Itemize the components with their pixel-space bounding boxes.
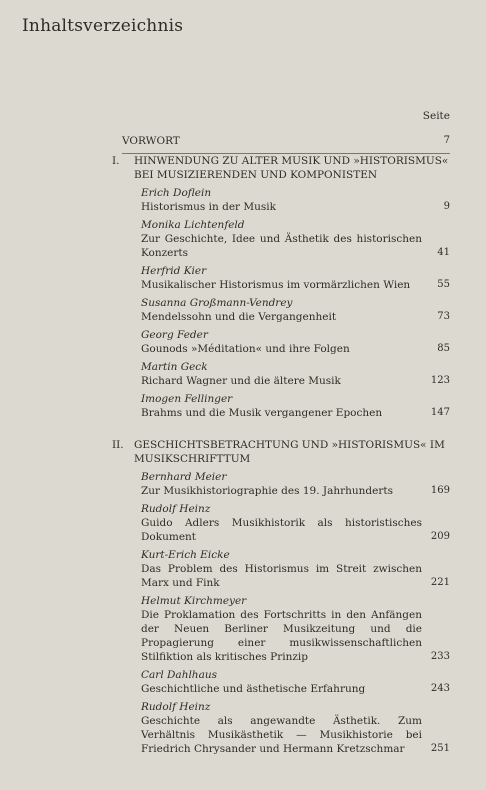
entry-author: Bernhard Meier [141,471,227,483]
entry-author: Carl Dahlhaus [141,669,217,681]
entry-page-number: 55 [437,279,450,290]
entry-page-number: 123 [430,375,450,386]
entry-page-number: 243 [430,683,450,694]
entry-title-row [141,232,450,260]
entry-title: Die Proklamation des Fortschritts in den Anfängen der Neuen Berliner Musikzeitung und die Propagierung einer musikwissenschaftlichen Stilfiktion als kritisches Prinzip [141,609,422,663]
vorwort-title: VORWORT [122,135,180,147]
toc-entry[interactable] [141,264,450,292]
section-entries [112,470,450,756]
toc-entry[interactable] [141,668,450,696]
entry-title-row [141,200,450,214]
entry-page-number: 209 [430,531,450,542]
entry-title-row [141,484,450,498]
section-heading[interactable] [112,154,450,182]
section-entries [112,186,450,420]
entry-page-number: 85 [437,343,450,354]
entry-page-number: 73 [437,311,450,322]
entry-title: Geschichte als angewandte Ästhetik. Zum Verhältnis Musikästhetik — Musikhistorie bei Friedrich Chrysander und Hermann Kretzschmar [141,715,422,755]
entry-title-row [141,714,450,756]
entry-author: Monika Lichtenfeld [141,219,245,231]
toc-entry[interactable] [141,392,450,420]
entry-title-row [141,342,450,356]
sections-container [112,154,450,756]
entry-title-row [141,406,450,420]
entry-page-number: 221 [430,577,450,588]
section-heading[interactable] [112,438,450,466]
toc-entry[interactable] [141,186,450,214]
vorwort-page: 7 [443,135,450,146]
section-number: II. [112,439,124,451]
entry-author: Rudolf Heinz [141,503,211,515]
page-column-label: Seite [422,110,450,122]
entry-title: Gounods »Méditation« und ihre Folgen [141,343,350,355]
toc-entry-vorwort[interactable] [112,134,450,148]
entry-author: Georg Feder [141,329,208,341]
entry-title: Musikalischer Historismus im vormärzlichen Wien [141,279,411,291]
entry-title-row [141,682,450,696]
toc-section [112,438,450,756]
entry-title-row [141,278,450,292]
section-title: HINWENDUNG ZU ALTER MUSIK UND »HISTORISMUS« BEI MUSIZIERENDEN UND KOMPONISTEN [134,155,449,181]
entry-title-row [141,562,450,590]
toc-entry[interactable] [141,360,450,388]
entry-author: Imogen Fellinger [141,393,233,405]
entry-page-number: 41 [437,247,450,258]
entry-title-row [141,608,450,664]
entry-page-number: 251 [430,743,450,754]
entry-page-number: 233 [430,651,450,662]
toc-entry[interactable] [141,502,450,544]
toc-entry[interactable] [141,328,450,356]
toc-entry[interactable] [141,470,450,498]
entry-author: Susanna Großmann-Vendrey [141,297,293,309]
entry-title-row [141,310,450,324]
entry-title: Zur Geschichte, Idee und Ästhetik des historischen Konzerts [141,233,422,259]
entry-title: Zur Musikhistoriographie des 19. Jahrhunderts [141,485,393,497]
section-number: I. [112,155,120,167]
entry-title-row [141,374,450,388]
entry-title: Guido Adlers Musikhistorik als historistisches Dokument [141,517,422,543]
entry-author: Herfrid Kier [141,265,207,277]
toc-entry[interactable] [141,700,450,756]
entry-title: Historismus in der Musik [141,201,277,213]
toc-entry[interactable] [141,296,450,324]
section-title: GESCHICHTSBETRACHTUNG UND »HISTORISMUS« IM MUSIKSCHRIFTTUM [134,439,445,465]
entry-title: Das Problem des Historismus im Streit zwischen Marx und Fink [141,563,422,589]
toc-entry[interactable] [141,218,450,260]
entry-author: Martin Geck [141,361,208,373]
entry-title: Geschichtliche und ästhetische Erfahrung [141,683,366,695]
entry-author: Rudolf Heinz [141,701,211,713]
entry-page-number: 9 [443,201,450,212]
entry-title: Brahms und die Musik vergangener Epochen [141,407,383,419]
entry-page-number: 169 [430,485,450,496]
entry-title-row [141,516,450,544]
toc-entry[interactable] [141,594,450,664]
toc-entry[interactable] [141,548,450,590]
entry-title: Richard Wagner und die ältere Musik [141,375,341,387]
entry-author: Helmut Kirchmeyer [141,595,247,607]
entry-title: Mendelssohn und die Vergangenheit [141,311,337,323]
table-of-contents [112,134,450,756]
toc-section [112,154,450,420]
entry-author: Erich Doflein [141,187,212,199]
entry-author: Kurt-Erich Eicke [141,549,230,561]
page-title: Inhaltsverzeichnis [22,16,184,36]
entry-page-number: 147 [430,407,450,418]
